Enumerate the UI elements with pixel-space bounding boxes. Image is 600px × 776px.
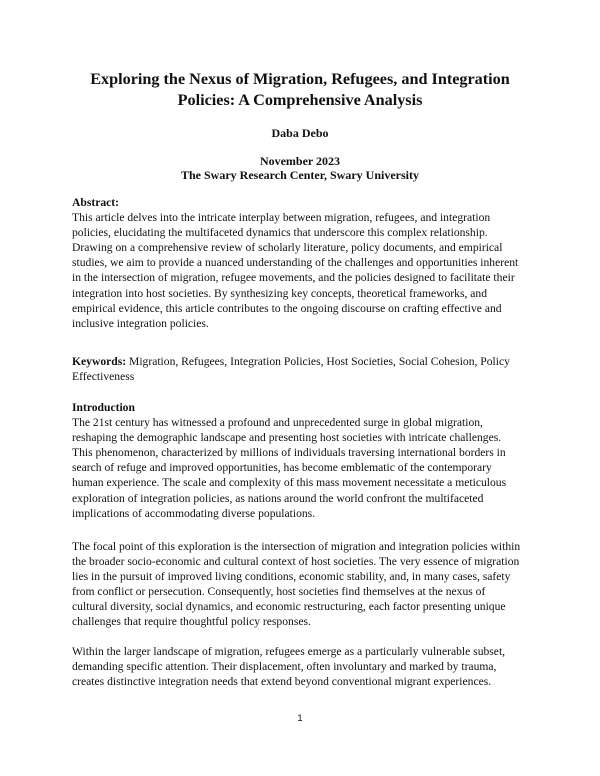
keywords-label: Keywords:	[72, 355, 127, 368]
paragraph-line: human experience. The scale and complexity of this mass movement necessitate a meticulous	[72, 476, 507, 490]
abstract-line: Drawing on a comprehensive review of scholarly literature, policy documents, and empirical	[72, 241, 503, 255]
title-line: Exploring the Nexus of Migration, Refugees, and Integration	[90, 70, 510, 88]
paragraph-line: The 21st century has witnessed a profound and unprecedented surge in global migration,	[72, 416, 483, 430]
paragraph-line: implications of accommodating diverse populations.	[72, 506, 316, 520]
paragraph-line: lies in the pursuit of improved living conditions, economic stability, and, in many cases, safety	[72, 570, 511, 584]
abstract-line: in the intersection of migration, refugee movements, and the policies designed to facilitate their	[72, 271, 515, 285]
abstract-line: inclusive integration policies.	[72, 316, 209, 330]
paragraph-line: cultural diversity, social dynamics, and economic restructuring, each factor presenting unique	[72, 600, 506, 614]
paragraph-line: from conflict or persecution. Consequently, host societies find themselves at the nexus of	[72, 585, 486, 599]
publication-date: November 2023	[259, 154, 341, 168]
introduction-heading: Introduction	[72, 401, 135, 414]
introduction-paragraph-2	[72, 539, 534, 630]
page-number: 1	[297, 713, 303, 724]
abstract-line: integration into host societies. By synthesizing key concepts, theoretical frameworks, and	[72, 286, 488, 300]
paper-title	[60, 69, 540, 111]
paragraph-line: The focal point of this exploration is the intersection of migration and integration policies within	[72, 540, 521, 553]
title-line: Policies: A Comprehensive Analysis	[177, 91, 423, 109]
abstract-line: This article delves into the intricate interplay between migration, refugees, and integration	[72, 211, 491, 225]
affiliation: The Swary Research Center, Swary University	[181, 168, 419, 182]
paragraph-line: exploration of integration policies, as nations around the world confront the multifaceted	[72, 491, 484, 505]
abstract-line: policies, elucidating the multifaceted dynamics that underscore this complex relationship.	[72, 226, 488, 240]
paragraph-line: the broader socio-economic and cultural context of host societies. The very essence of migration	[72, 555, 520, 569]
keywords-list-continued: Effectiveness	[72, 370, 135, 384]
abstract-section	[72, 195, 534, 331]
introduction-paragraph-3	[72, 644, 534, 689]
paragraph-line: creates distinctive integration needs that extend beyond conventional migrant experiences.	[72, 675, 492, 689]
abstract-line: empirical evidence, this article contributes to the ongoing discourse on crafting effective and	[72, 301, 502, 315]
abstract-heading: Abstract:	[72, 196, 120, 209]
paragraph-line: challenges that require thoughtful policy responses.	[72, 615, 311, 629]
abstract-line: studies, we aim to provide a nuanced understanding of the challenges and opportunities inherent	[72, 256, 519, 270]
paragraph-line: demanding specific attention. Their displacement, often involuntary and marked by trauma,	[72, 660, 497, 674]
paragraph-line: search of refuge and improved opportunities, has become emblematic of the contemporary	[72, 461, 492, 475]
keywords-section	[72, 354, 534, 384]
introduction-section	[72, 400, 534, 521]
keywords-list: Migration, Refugees, Integration Policies, Host Societies, Social Cohesion, Policy	[126, 355, 510, 368]
author-name: Daba Debo	[271, 126, 329, 140]
paragraph-line: This phenomenon, characterized by millions of individuals traversing international borders in	[72, 446, 506, 460]
paragraph-line: Within the larger landscape of migration, refugees emerge as a particularly vulnerable subset,	[72, 645, 506, 658]
paragraph-line: reshaping the demographic landscape and presenting host societies with intricate challenges.	[72, 431, 502, 445]
